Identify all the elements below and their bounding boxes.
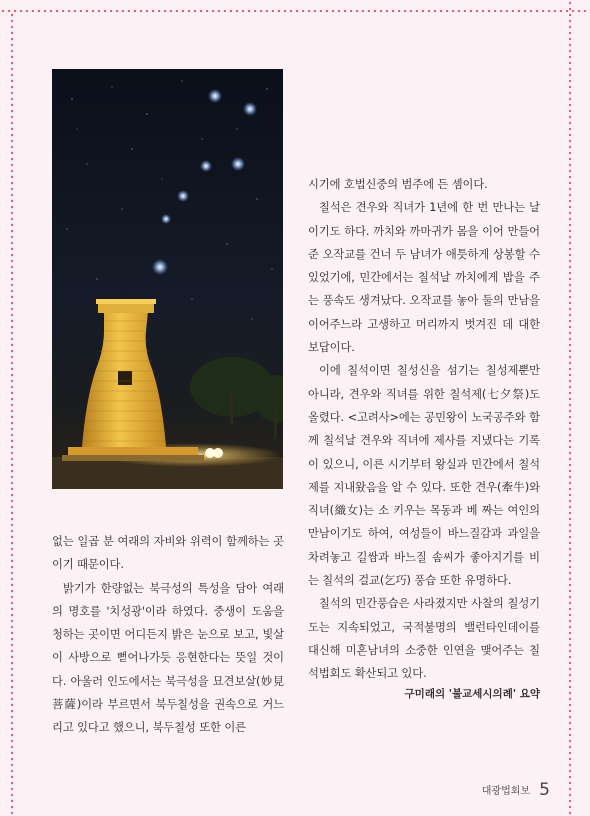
right-text-column bbox=[308, 173, 540, 686]
left-text-column bbox=[52, 530, 284, 740]
paragraph: 밝기가 한량없는 북극성의 특성을 담아 여래의 명호를 '치성광'이라 하였다. 중생이 도움을 청하는 곳이면 어디든지 밝은 눈으로 보고, 빛살이 사방으로 뻗어나가듯 응현한다는 뜻일 것이다. 아울러 인도에서는 북극성을 묘견보살(妙見菩薩)이라 부르면서 북두칠성을 권속으로 거느리고 있다고 했으니, 북두칠성 또한 이른 bbox=[52, 581, 284, 735]
right-dotted-border bbox=[569, 0, 571, 816]
top-dotted-border bbox=[0, 10, 590, 12]
publication-name: 대광법회보 bbox=[481, 786, 531, 797]
paragraph: 없는 일곱 분 여래의 자비와 위력이 함께하는 곳이기 때문이다. bbox=[52, 535, 284, 572]
source-attribution: 구미래의 '불교세시의례' 요약 bbox=[404, 688, 540, 700]
paragraph: 칠석은 견우와 직녀가 1년에 한 번 만나는 날이기도 하다. 까치와 까마귀가 몸을 이어 만들어준 오작교를 건너 두 남녀가 애틋하게 상봉할 수 있었기에, 민간에서는 칠석날 까치에게 밥을 주는 풍속도 생겨났다. 오작교를 놓아 둘의 만남을 이어주느라 고생하고 머리까지 벗겨진 데 대한 보답이다. bbox=[308, 201, 540, 355]
left-dotted-border bbox=[11, 12, 13, 816]
page-number: 5 bbox=[539, 779, 550, 800]
paragraph: 이에 칠석이면 칠성신을 섬기는 칠성제뿐만 아니라, 견우와 직녀를 위한 칠석제(七夕祭)도 올렸다. <고려사>에는 공민왕이 노국공주와 함께 칠석날 견우와 직녀에 제사를 지냈다는 기록이 있으니, 이른 시기부터 왕실과 민간에서 칠석제를 지내왔음을 알 수 있다. 또한 견우(牽牛)와 직녀(織女)는 소 키우는 목동과 베 짜는 여인의 만남이기도 하여, 여성들이 바느질감과 과일을 차려놓고 길쌈과 바느질 솜씨가 좋아지기를 비는 칠석의 걸교(乞巧) 풍습 또한 유명하다. bbox=[308, 364, 540, 588]
cheomseongdae-night-photo bbox=[52, 69, 283, 489]
paragraph: 시기에 호법신중의 범주에 든 셈이다. bbox=[308, 178, 488, 191]
page-footer bbox=[440, 779, 550, 800]
paragraph: 칠석의 민간풍습은 사라졌지만 사찰의 칠성기도는 지속되었고, 국적불명의 밸런타인데이를 대신해 미혼남녀의 소중한 인연을 맺어주는 칠석법회도 확산되고 있다. bbox=[308, 597, 540, 681]
